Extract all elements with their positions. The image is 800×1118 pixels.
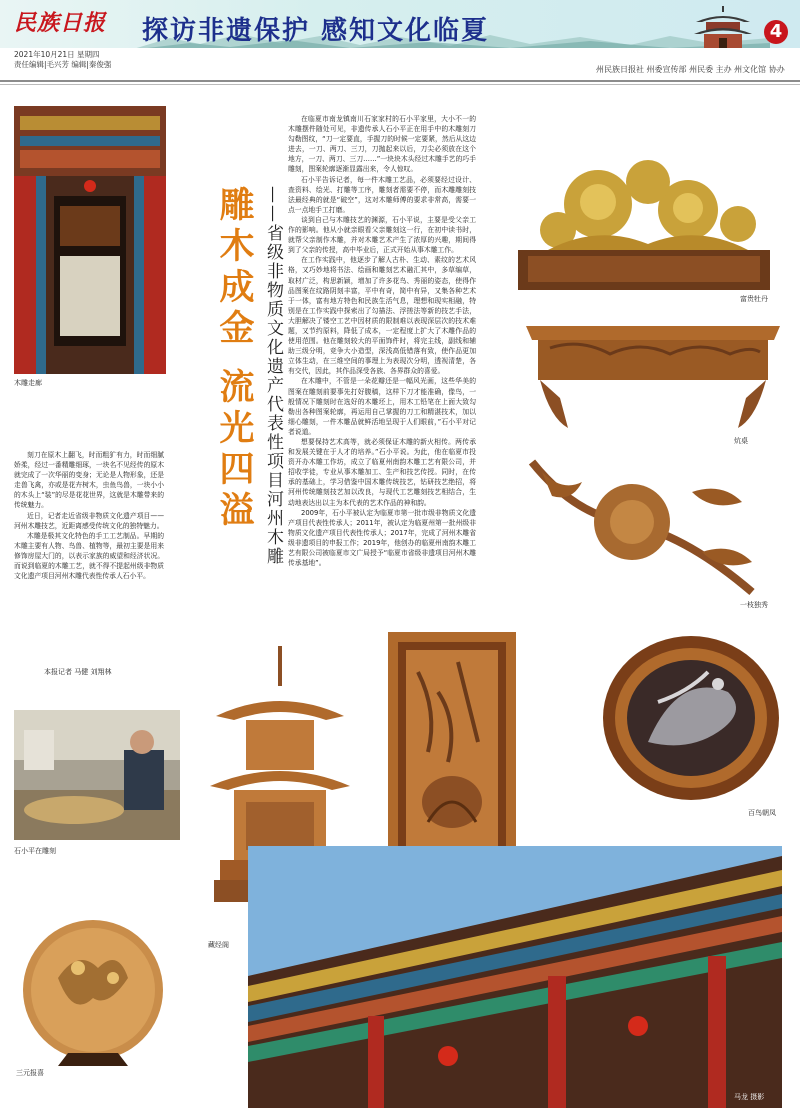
- peony-photo: [508, 154, 780, 294]
- screen-photo: [388, 632, 516, 870]
- paper-name: 民族日报: [14, 10, 107, 36]
- corridor-photo: [14, 106, 166, 374]
- main-paragraph: 在临夏市南龙镇南川石家家村的石小平家里，大小不一的木雕摆件随处可见，非遗传承人石小平正在用手中的木雕刻刀勾勒图纹，“刀一定要直，手握刀的时候一定要紧，然后从这边进去，一刀、两刀、三刀，刀抛起来以后，刀尖必须放在这个地方，一刀、两刀、三刀……”一块块木头经过木雕手艺的巧手雕刻，图案轮廓逐渐显露出来，令人惊叹。: [288, 115, 476, 174]
- editor-line: 责任编辑|毛兴芳 编辑|秦俊强: [14, 60, 112, 69]
- caption-carver: 石小平在雕刻: [14, 847, 56, 855]
- article-title: 雕木成金 流光四溢: [214, 186, 255, 533]
- photo-credit: 马龙 摄影: [734, 1093, 765, 1101]
- caption-plate: 三元报喜: [16, 1069, 44, 1077]
- pagoda-icon: [692, 6, 754, 50]
- date-line: 2021年10月21日 星期四: [14, 50, 100, 59]
- main-paragraph: 想要保持艺术高等，就必须保证木雕的新火相传。两传承和发展关键在于人才的培养。”石小平说。为此，他在临夏市投资开办木雕工作坊，成立了临夏州南韵木雕工艺有限公司，并招收学徒，专业从事木雕加工、生产和技艺传授。同时，在传承的基础上，学习借鉴中国木雕传统技艺，钻研技艺绝招，将河州传统雕刻技艺加以改良，与现代工艺雕刻技艺相结合，生动地表达出以主为本代表的艺术作品的神和韵。: [288, 438, 476, 507]
- main-paragraph: 谈到自己与木雕技艺的渊源，石小平说，主要是受父亲工作的影响。他从小就亲眼看父亲雕刻这一行，在初中读书时，就帮父亲制作木雕，并对木雕艺术产生了浓厚的兴趣，期间得到了父亲的传授，高中毕业后，正式开始从事木雕工作。: [288, 215, 476, 255]
- sponsors-line: 州民族日报社 州委宣传部 州民委 主办 州文化馆 协办: [596, 65, 785, 74]
- branch-photo: [512, 452, 784, 602]
- table-photo: [520, 318, 786, 438]
- main-paragraph: 在木雕中，不管是一朵花瓣还是一幅风光画，这些华美的图案在雕刻前要事先打好腹稿，这样下刀才能准确，像鸟，一般情况下雕刻时在选好的木雕坯上，用木工铅笔在上面大致勾勒出各种图案轮廓，再运用自己掌握的刀工和精湛技术，加以细心雕刻，一件木雕品就鲜活地呈现于人们眼前，”石小平对记者说道。: [288, 377, 476, 436]
- header-rule-thin: [0, 84, 800, 85]
- temple-eaves-photo: [248, 846, 782, 1108]
- main-paragraph: 在工作实践中，他逐步了解人古朴、生动、素纹的艺术风格，又巧妙地将书法、绘画和雕刻艺术融汇其中，多草编草，取材广泛，构思新颖，增加了许多花鸟、秀丽的姿态，使得作品图案在纹路阴刻丰富，平中有奇，简中有异，又集各种艺术于一体，富有地方特色和民族生活气息，理想和现实相融，特别是在工作实践中探索出了勾描法、浮搓法等新的技艺手法，大胆解决了镂空工艺中因材质的限制难以表现深层次的技术难题，又节约原料，降低了成本，一定程度上扩大了木雕作品的使用范围。他在雕刻较大的平面饰件时，将完主线，副线和辅助三级分明，竞争大小造型，深浅高低错落有致，使作品更加立体生动，在三维空间的事理上为表现次分明，透视清楚，各有交代，因此，其作品深受各族、各界群众的喜爱。: [288, 256, 476, 376]
- page-headline: 探访非遗保护 感知文化临夏: [142, 16, 490, 46]
- edition-info: [14, 50, 111, 70]
- reporter-byline: 本报记者 马健 刘翔林: [44, 668, 112, 676]
- caption-branch: 一枝独秀: [740, 601, 768, 609]
- left-paragraph: 木雕是极其文化特色的手工工艺制品。早期的木雕主要有人物、鸟兽、植物等，最初主要是用来修饰房屋大门的，以表示家族的威望和经济状况。而说到临夏的木雕工艺，就不得不提起州级非物质文化遗产项目河州木雕代表性传承人石小平。: [14, 531, 164, 581]
- carver-photo: [14, 710, 180, 840]
- caption-phoenix: 百鸟朝凤: [748, 809, 776, 817]
- left-paragraph: 近日，记者走近省级非物质文化遗产项目——河州木雕技艺，近距离感受传统文化的独特魅力。: [14, 511, 164, 530]
- left-column-text: [14, 450, 164, 581]
- caption-table: 炕桌: [734, 437, 748, 445]
- caption-pavilion: 藏经阁: [208, 941, 229, 949]
- header-rule: [0, 80, 800, 82]
- plate-photo: [18, 918, 168, 1068]
- main-paragraph: 石小平告诉记者，每一件木雕工艺品，必须要经过设计、查资料、绘光、打雕等工序，雕刻者需要不停，而木雕雕刻技法最经典的就是“破空”，这对木雕师傅的要求非常高，需要一点一点地手工打磨。: [288, 175, 476, 214]
- main-paragraph: 2009年，石小平被认定为临夏市第一批市级非物质文化遗产项目代表性传承人；2011年，被认定为临夏州第一批州级非物质文化遗产项目代表性传承人；2017年，完成了河州木雕省级非遗项目的申报工作；2019年，他创办的临夏州南韵木雕工艺有限公司被临夏市文广局授予“临夏市省级非遗项目河州木雕传承基地”。: [288, 508, 476, 568]
- caption-corridor: 木雕走廊: [14, 379, 42, 387]
- article-subtitle: ——省级非物质文化遗产代表性项目河州木雕: [263, 186, 283, 566]
- left-paragraph: 刻刀在原木上翻飞，时而粗犷有力，时而细腻娇柔，经过一番精雕细琢，一块名不见经传的原木就完成了一次华丽的变身；无论是人物形象，还是走兽飞禽，亦或是花卉树木，虫鱼鸟兽，一块小小的木头上“装”的尽是花花世界，这就是木雕带来的传统魅力。: [14, 451, 164, 510]
- main-column-text: [288, 114, 476, 568]
- phoenix-photo: [598, 632, 784, 804]
- page-number-badge: 4: [764, 20, 788, 44]
- caption-peony: 富贵牡丹: [740, 295, 768, 303]
